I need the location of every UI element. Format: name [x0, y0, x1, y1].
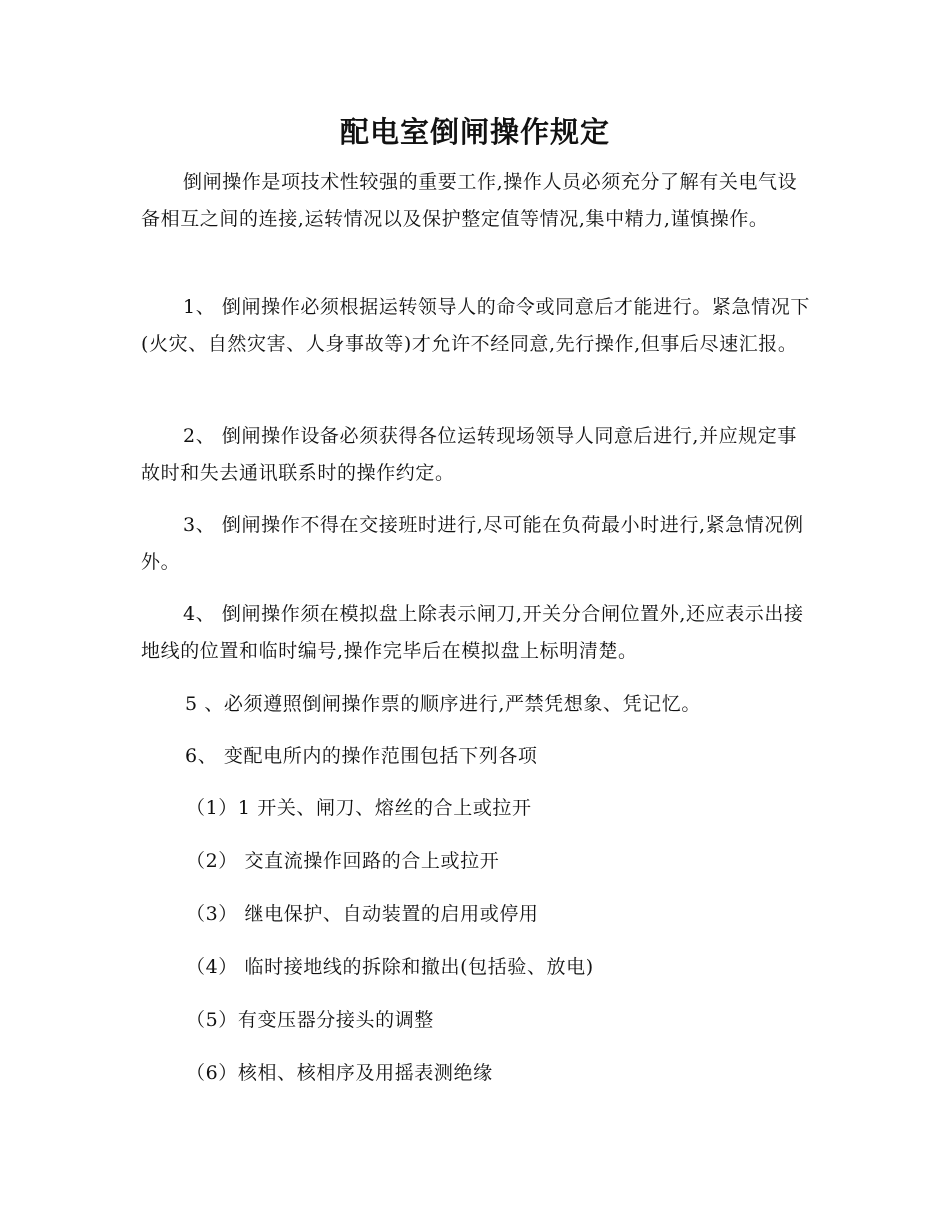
rule-item-4-text: 4、 倒闸操作须在模拟盘上除表示闸刀,开关分合闸位置外,还应表示出接地线的位置和临时编号,操作完毕后在模拟盘上标明清楚。: [141, 603, 804, 662]
intro-text: 倒闸操作是项技术性较强的重要工作,操作人员必须充分了解有关电气设备相互之间的连接,运转情况以及保护整定值等情况,集中精力,谨慎操作。: [141, 171, 798, 230]
rule-item-3: [141, 507, 813, 581]
sub-item-6: （6）核相、核相序及用摇表测绝缘: [186, 1062, 493, 1084]
sub-item-4: （4） 临时接地线的拆除和撤出(包括验、放电): [186, 956, 594, 978]
sub-item-3: （3） 继电保护、自动装置的启用或停用: [186, 903, 539, 925]
sub-item-1: （1）1 开关、闸刀、熔丝的合上或拉开: [186, 797, 532, 819]
rule-item-1-text: 1、 倒闸操作必须根据运转领导人的命令或同意后才能进行。紧急情况下(火灾、自然灾害、人身事故等)才允许不经同意,先行操作,但事后尽速汇报。: [141, 296, 810, 355]
rule-item-1: [141, 289, 813, 363]
rule-item-6: 6、 变配电所内的操作范围包括下列各项: [185, 745, 538, 767]
sub-item-5: （5）有变压器分接头的调整: [186, 1009, 434, 1031]
rule-item-5: 5 、必须遵照倒闸操作票的顺序进行,严禁凭想象、凭记忆。: [185, 693, 701, 715]
sub-item-2: （2） 交直流操作回路的合上或拉开: [186, 850, 500, 872]
rule-item-4: [141, 596, 813, 670]
rule-item-3-text: 3、 倒闸操作不得在交接班时进行,尽可能在负荷最小时进行,紧急情况例外。: [141, 514, 804, 573]
document-title: 配电室倒闸操作规定: [339, 115, 610, 149]
rule-item-2: [141, 418, 813, 492]
rule-item-2-text: 2、 倒闸操作设备必须获得各位运转现场领导人同意后进行,并应规定事故时和失去通讯联系时的操作约定。: [141, 425, 797, 484]
intro-paragraph: [141, 164, 813, 238]
